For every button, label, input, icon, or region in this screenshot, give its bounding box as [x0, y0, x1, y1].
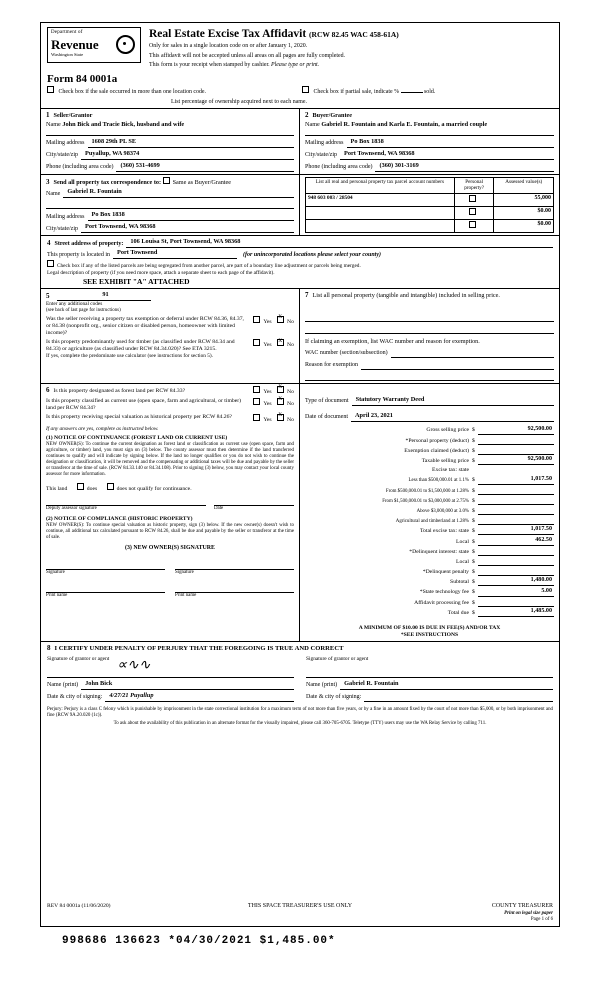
corr-name[interactable]: Gabriel R. Fountain [63, 188, 294, 198]
corr-mailing[interactable]: Po Box 1838 [88, 211, 295, 221]
grantee-name-print-label: Name (print) [306, 682, 338, 689]
header-note-3 [149, 62, 553, 69]
deputy-assessor-label: Deputy assessor signature [46, 505, 97, 511]
form-number: Form 84 0001a [47, 72, 118, 85]
section6-number: 6 [46, 385, 50, 394]
grantee-sig-label: Signature of grantor or agent [306, 656, 369, 663]
assessed-value-2[interactable]: $0.00 [494, 206, 554, 219]
section5-q1: Was the seller receiving a property tax exemption or deferral under RCW 84.36, 84.37, or 84.38 (nonprofit org., senior citizen or disabled person, homeowner with limited income)? [46, 315, 244, 337]
amt-label-5: Less than $500,000.01 at 1.1% [408, 478, 469, 484]
personal-flag-2[interactable] [454, 206, 494, 219]
section6-q2: Is this property classified as current use (open space, farm and agricultural, or timber) land per RCW 84.34? [46, 397, 242, 411]
buyer-citystate-label: City/state/zip [305, 152, 337, 159]
property-address[interactable]: 106 Louisa St, Port Townsend, WA 98368 [126, 238, 553, 248]
corr-citystate[interactable]: Port Townsend, WA 98368 [81, 223, 294, 233]
section6-q2-answers[interactable] [253, 398, 294, 408]
buyer-number: 2 [305, 111, 309, 119]
q2-yes-checkbox[interactable] [253, 339, 260, 346]
section4-title: Street address of property: [54, 240, 124, 247]
form-footer [41, 900, 559, 926]
partial-sale-checkbox[interactable] [302, 86, 309, 93]
amt-value-0[interactable]: 92,500.00 [478, 426, 554, 435]
amt-label-11: Local [456, 538, 469, 545]
parcel-table-block [300, 175, 559, 236]
wac-number[interactable] [391, 348, 554, 358]
does-not-label: does not qualify for continuance. [116, 485, 192, 492]
rev-number: REV 84 0001a (11/06/2020) [47, 903, 111, 910]
section6-note: If any answers are yes, complete as instructed below. [46, 426, 159, 433]
q1-yes-label: Yes [263, 318, 272, 325]
segregation-checkbox[interactable] [47, 260, 54, 267]
amt-label-10: Total excise tax: state [419, 528, 469, 535]
reason-label: Reason for exemption [305, 362, 358, 369]
grantee-signature-block [300, 653, 559, 704]
buyer-block [300, 109, 559, 174]
amt-label-0: Gross selling price [426, 427, 469, 434]
s6q3-no-label: No [287, 416, 294, 423]
section5-q2: Is this property predominantly used for timber (as classified under RCW 84.34 and 84.33) or agriculture (as classified under RCW 84.34.020)? See ETA 3215. [46, 339, 235, 353]
continuance-paragraph: NEW OWNER(S): To continue the current designation as forest land or classification as current use (open space, farm and agriculture, or timber) land, you must sign on (3) below. The county assessor must then determine if the land transferred continues to qualify and will indicate by signing below. If the land no longer qualifies or you do not wish to continue the designation or classification, it will be removed and the compensating or additional taxes will be due and payable by the seller or transferor at the time of sale. (RCW 84.33.140 or 84.34.108). Prior to signing (3) below, you may contact your local county assessor for more information. [46, 441, 294, 478]
grantor-sig-label: Signature of grantor or agent [47, 656, 110, 663]
codes-and-personal-property [41, 289, 559, 383]
partial-sale-tail: sold. [424, 89, 436, 96]
amt-label-13: Local [456, 558, 469, 565]
section7-block [300, 289, 559, 383]
newowner-sig-label-1: Signature [46, 569, 65, 575]
amt-label-16: *State technology fee [419, 589, 469, 596]
section3-number: 3 [46, 177, 50, 186]
docdate-label: Date of document [305, 414, 348, 421]
docdate-value[interactable]: April 23, 2021 [351, 412, 554, 422]
header-note-3-italic: Please type or print. [271, 62, 320, 69]
seller-citystate[interactable]: Puyallup, WA 98374 [81, 150, 294, 160]
personal-flag-1[interactable] [454, 193, 494, 206]
amt-value-12[interactable] [478, 547, 554, 556]
correspondence-block [41, 175, 300, 236]
doctype-value[interactable]: Statutory Warranty Deed [352, 396, 554, 406]
buyer-name: Gabriel R. Fountain and Karla E. Fountain, a married couple [321, 120, 488, 128]
section5-block [41, 289, 300, 383]
grantee-date-label: Date & city of signing: [306, 694, 362, 701]
buyer-citystate[interactable]: Port Townsend, WA 98368 [340, 150, 554, 160]
buyer-mailing-label: Mailing address [305, 140, 344, 147]
same-as-buyer-checkbox[interactable] [163, 177, 170, 184]
grantor-name-print-label: Name (print) [47, 682, 79, 689]
agency-line1: Department of [51, 30, 83, 35]
continuance-heading: (1) NOTICE OF CONTINUANCE (FOREST LAND OR CURRENT USE) [46, 434, 228, 441]
section6-q1: Is this property designated as forest land per RCW 84.33? [53, 387, 186, 394]
amount-rows: Gross selling price $ 92,500.00 *Personal property (deduct) $ Exemption claimed (deduct) $ Taxable selling price $ 92,500.00 Excise tax: state Less than $500,000.01 at 1.1% $ 1,017.50 From $500,000.01 to $1,500,000 at 1.28% $ From $1,500,000.01 to $3,000,000 at 2.75% $ Above $3,000,000 at 3.0% $ Agricultural and timberland at 1.28% $ Total excise tax: state $ 1,017.50 Local $ 462.50 *Delinquent interest: state $ Local $ *Delinquent penalty $ Subtotal $ 1,480.00 *State technology fee $ 5.00 Affidavit processing fee $ Total due $ 1,485.00 [305, 426, 554, 617]
parcel-number-2[interactable] [306, 206, 455, 219]
amt-value-18[interactable]: 1,485.00 [478, 608, 554, 617]
amt-value-9[interactable] [478, 516, 554, 525]
does-label: does [86, 485, 98, 492]
treasurer-space-label: THIS SPACE TREASURER'S USE ONLY [247, 903, 353, 910]
this-land-row [46, 483, 294, 493]
ada-note: To ask about the availability of this publication in an alternate format for the visually impaired, please call 360-705-6705. Teletype (TTY) users may use the WA Relay Service by calling 711. [113, 721, 487, 727]
assessed-value-3[interactable]: $0.00 [494, 219, 554, 232]
s6q3-yes-checkbox[interactable] [253, 414, 260, 421]
seller-name: John Bick and Tracie Bick, husband and wife [62, 120, 185, 128]
see-instructions-note: *SEE INSTRUCTIONS [400, 631, 459, 638]
assessed-col-header: Assessed value(s) [494, 177, 554, 193]
newowner-print-label-2: Print name [175, 592, 197, 598]
section6-block [41, 384, 300, 641]
section5-code[interactable]: 91 [57, 291, 151, 301]
multi-location-checkbox[interactable] [47, 86, 54, 93]
amt-label-4: Excise tax: state [432, 467, 469, 474]
segregation-label: Check box if any of the listed parcels are being segregated from another parcel, are part of a boundary line adjustment or parcels being merged. [57, 263, 361, 270]
grantee-date-city[interactable] [364, 692, 553, 702]
amt-label-7: From $1,500,000.01 to $3,000,000 at 2.75% [382, 498, 469, 504]
does-not-qualify-checkbox[interactable] [107, 483, 114, 490]
grantor-signature-block [41, 653, 300, 704]
corr-mailing-label: Mailing address [46, 213, 85, 220]
corr-name-label: Name [46, 190, 61, 197]
wac-number-label: WAC number (section/subsection) [305, 350, 388, 357]
table-row [306, 219, 554, 232]
new-owner-signature-heading: (3) NEW OWNER(S) SIGNATURE [125, 545, 215, 552]
amt-value-1[interactable] [478, 436, 554, 445]
grantor-date-label: Date & city of signing: [47, 694, 103, 701]
amt-value-15[interactable]: 1,480.00 [478, 577, 554, 586]
amt-label-18: Total due [447, 609, 469, 616]
s6q2-yes-label: Yes [263, 400, 272, 407]
ownership-pct-note: List percentage of ownership acquired next to each name. [171, 98, 307, 105]
grantee-name-print[interactable]: Gabriel R. Fountain [340, 680, 553, 690]
amt-label-17: Affidavit processing fee [414, 599, 469, 606]
continuance-and-amounts [41, 383, 559, 641]
located-in-city[interactable]: Port Townsend [113, 249, 237, 259]
legal-description-value: SEE EXHIBIT "A" ATTACHED [83, 276, 190, 286]
located-in-note: (for unincorporated locations please select your county) [243, 251, 381, 258]
table-row [306, 193, 554, 206]
see-back-label: (see back of last page for instructions) [46, 307, 121, 313]
property-address-section [41, 236, 559, 288]
form-title-suffix: (RCW 82.45 WAC 458-61A) [309, 30, 399, 39]
newowner-sig-label-2: Signature [175, 569, 194, 575]
buyer-phone-label: Phone (including area code) [305, 164, 373, 171]
s6q2-no-label: No [287, 400, 294, 407]
personal-checkbox-3[interactable] [469, 221, 476, 228]
partial-sale-percent-input[interactable] [401, 92, 423, 93]
multi-location-label: Check box if the sale occurred in more than one location code. [58, 89, 207, 96]
historic-heading: (2) NOTICE OF COMPLIANCE (HISTORIC PROPERTY) [46, 515, 193, 522]
s6q2-yes-checkbox[interactable] [253, 398, 260, 405]
q1-no-label: No [287, 318, 294, 325]
amt-label-12: *Delinquent interest: state [409, 548, 469, 555]
parcel-number-1[interactable]: 948 603 003 / 28504 [306, 193, 455, 206]
q2-no-checkbox[interactable] [277, 339, 284, 346]
section6-q3-answers[interactable] [253, 414, 294, 424]
correspondence-section [41, 175, 559, 236]
seller-name-label: Name [46, 120, 61, 128]
section7-number: 7 [305, 291, 309, 300]
amt-label-14: *Delinquent penalty [422, 569, 469, 576]
section8-number: 8 [47, 643, 51, 652]
exemption-label: If claiming an exemption, list WAC number and reason for exemption. [305, 337, 480, 345]
seller-mailing[interactable]: 1608 29th PL SE [88, 138, 295, 148]
does-qualify-checkbox[interactable] [77, 483, 84, 490]
s6q1-yes-checkbox[interactable] [253, 386, 260, 393]
seller-number: 1 [46, 111, 50, 119]
amt-value-11[interactable]: 462.50 [478, 537, 554, 546]
corr-citystate-label: City/state/zip [46, 225, 78, 232]
affidavit-form [40, 22, 560, 927]
header-note-1: Only for sales in a single location code on or after January 1, 2020. [149, 43, 308, 50]
grantor-name-print[interactable]: John Bick [81, 680, 294, 690]
personal-property-line-1[interactable] [305, 310, 554, 322]
section5-number: 5 [46, 291, 50, 300]
amt-label-9: Agricultural and timberland at 1.28% [395, 519, 469, 525]
amt-value-16[interactable]: 5.00 [478, 588, 554, 597]
header-note-3-text: This form is your receipt when stamped by cashier. [149, 62, 270, 69]
s6q1-no-checkbox[interactable] [277, 386, 284, 393]
amt-value-7[interactable] [478, 496, 554, 505]
amt-value-17[interactable] [478, 598, 554, 607]
buyer-name-label: Name [305, 120, 320, 128]
q1-yes-checkbox[interactable] [253, 316, 260, 323]
grantee-signature-line[interactable] [306, 663, 553, 678]
personal-property-line-2[interactable] [305, 322, 554, 334]
agency-line3: Washington State [51, 52, 84, 57]
personal-checkbox-1[interactable] [469, 195, 476, 202]
amt-label-3: Taxable selling price [421, 458, 469, 465]
amt-value-5[interactable]: 1,017.50 [478, 476, 554, 485]
personal-flag-3[interactable] [454, 219, 494, 232]
section4-number: 4 [47, 238, 51, 247]
section5-note: If yes, complete the predominate use calculator (see instructions for section 5). [46, 353, 213, 360]
page-number: Page 1 of 6 [530, 916, 554, 922]
amt-label-1: *Personal property (deduct) [405, 437, 469, 444]
parties-section [41, 109, 559, 174]
perjury-note: Perjury: Perjury is a class C felony which is punishable by imprisonment in the state correctional institution for a maximum term of not more than five years, or by a fine in an amount fixed by the court of not more than $5,000, or by both imprisonment and fine (RCW 9A.20.020 (1c)). [47, 706, 553, 719]
s6q3-no-checkbox[interactable] [277, 414, 284, 421]
this-land-label: This land [46, 485, 68, 492]
personal-col-header: Personal property? [454, 177, 494, 193]
q2-no-label: No [287, 342, 294, 349]
agency-logo [47, 27, 141, 63]
assessed-value-1[interactable]: 55,000 [494, 193, 554, 206]
partial-sale-label: Check box if partial sale, indicate % [313, 89, 400, 96]
table-row [306, 206, 554, 219]
agency-line2: Revenue [51, 37, 99, 52]
amt-label-6: From $500,000.01 to $1,500,000 at 1.28% [385, 488, 469, 494]
seller-mailing-label: Mailing address [46, 140, 85, 147]
parcel-number-3[interactable] [306, 219, 455, 232]
certification-section [41, 642, 559, 653]
signature-blocks [41, 653, 559, 704]
amt-value-13[interactable] [478, 557, 554, 566]
exemption-reason[interactable] [361, 360, 554, 370]
form-title: Real Estate Excise Tax Affidavit [149, 28, 307, 40]
legal-description-label: Legal description of property (if you need more space, attach a separate sheet to each page of the affidavit). [47, 270, 275, 277]
q2-yes-label: Yes [263, 342, 272, 349]
legal-size-note: Print on legal size paper [504, 910, 554, 916]
county-treasurer-label: COUNTY TREASURER [491, 903, 554, 910]
amt-value-3[interactable]: 92,500.00 [478, 456, 554, 465]
minimum-fee-note: A MINIMUM OF $10.00 IS DUE IN FEE(S) AND/OR TAX [358, 624, 501, 631]
revenue-ring-icon [116, 35, 135, 54]
amt-label-15: Subtotal [450, 579, 469, 586]
s6q1-yes-label: Yes [263, 388, 272, 395]
amt-value-2[interactable] [478, 446, 554, 455]
seller-citystate-label: City/state/zip [46, 152, 78, 159]
grantor-date-city[interactable]: 4/27/21 Puyallup [105, 692, 294, 702]
amt-value-6[interactable] [478, 486, 554, 495]
s6q3-yes-label: Yes [263, 416, 272, 423]
parcel-col-header: List all real and personal property tax parcel account numbers [306, 177, 455, 193]
seller-title: Seller/Grantor [53, 112, 93, 119]
amt-value-8[interactable] [478, 506, 554, 515]
seller-block [41, 109, 300, 174]
treasurer-stamp: 998686 136623 *04/30/2021 $1,485.00* [62, 935, 336, 947]
doctype-label: Type of document [305, 398, 349, 405]
assessor-date-label: Date [214, 505, 224, 511]
section7-title: List all personal property (tangible and intangible) included in selling price. [312, 292, 500, 300]
amt-label-2: Exemption claimed (deduct) [404, 447, 469, 454]
buyer-title: Buyer/Grantee [312, 112, 353, 119]
seller-phone[interactable]: (360) 531-4699 [116, 162, 294, 172]
section5-q2-answers[interactable] [253, 339, 294, 349]
buyer-phone[interactable]: (360) 301-3169 [375, 162, 554, 172]
header-note-2: This affidavit will not be accepted unless all areas on all pages are fully completed. [149, 52, 346, 59]
s6q2-no-checkbox[interactable] [277, 398, 284, 405]
enter-codes-label: Enter any additional codes [46, 301, 103, 308]
newowner-print-label-1: Print name [46, 592, 68, 598]
amt-value-10[interactable]: 1,017.50 [478, 526, 554, 535]
amt-value-4 [478, 466, 554, 474]
section6-q3: Is this property receiving special valuation as historical property per RCW 84.26? [46, 413, 232, 420]
s6q1-no-label: No [287, 388, 294, 395]
personal-checkbox-2[interactable] [469, 208, 476, 215]
form-title-row [149, 27, 553, 41]
q1-no-checkbox[interactable] [277, 316, 284, 323]
form-header [41, 23, 559, 72]
seller-phone-label: Phone (including area code) [46, 164, 114, 171]
section5-q1-answers[interactable] [253, 316, 294, 326]
section6-q1-answers[interactable] [253, 386, 294, 396]
header-checkboxes [41, 86, 559, 98]
section8-title: I CERTIFY UNDER PENALTY OF PERJURY THAT THE FOREGOING IS TRUE AND CORRECT [54, 644, 344, 652]
located-in-label: This property is located in [47, 251, 110, 258]
grantor-signature-mark: ∝∿∿ [117, 657, 151, 673]
section3-title: Send all property tax correspondence to: [53, 178, 162, 186]
parcel-table [305, 177, 554, 233]
amt-value-14[interactable] [478, 567, 554, 576]
amounts-block [300, 384, 559, 641]
amt-label-8: Above $3,000,000 at 3.0% [416, 508, 469, 514]
buyer-mailing[interactable]: Po Box 1838 [347, 138, 555, 148]
historic-paragraph: NEW OWNER(S): To continue special valuation as historic property, sign (3) below. If the new owner(s) doesn't wish to continue, all additional tax calculated pursuant to RCW 84.26, shall be due and payable by the seller or transferor at the time of sale. [46, 522, 294, 541]
same-as-buyer-label: Same as Buyer/Grantee [172, 178, 231, 186]
